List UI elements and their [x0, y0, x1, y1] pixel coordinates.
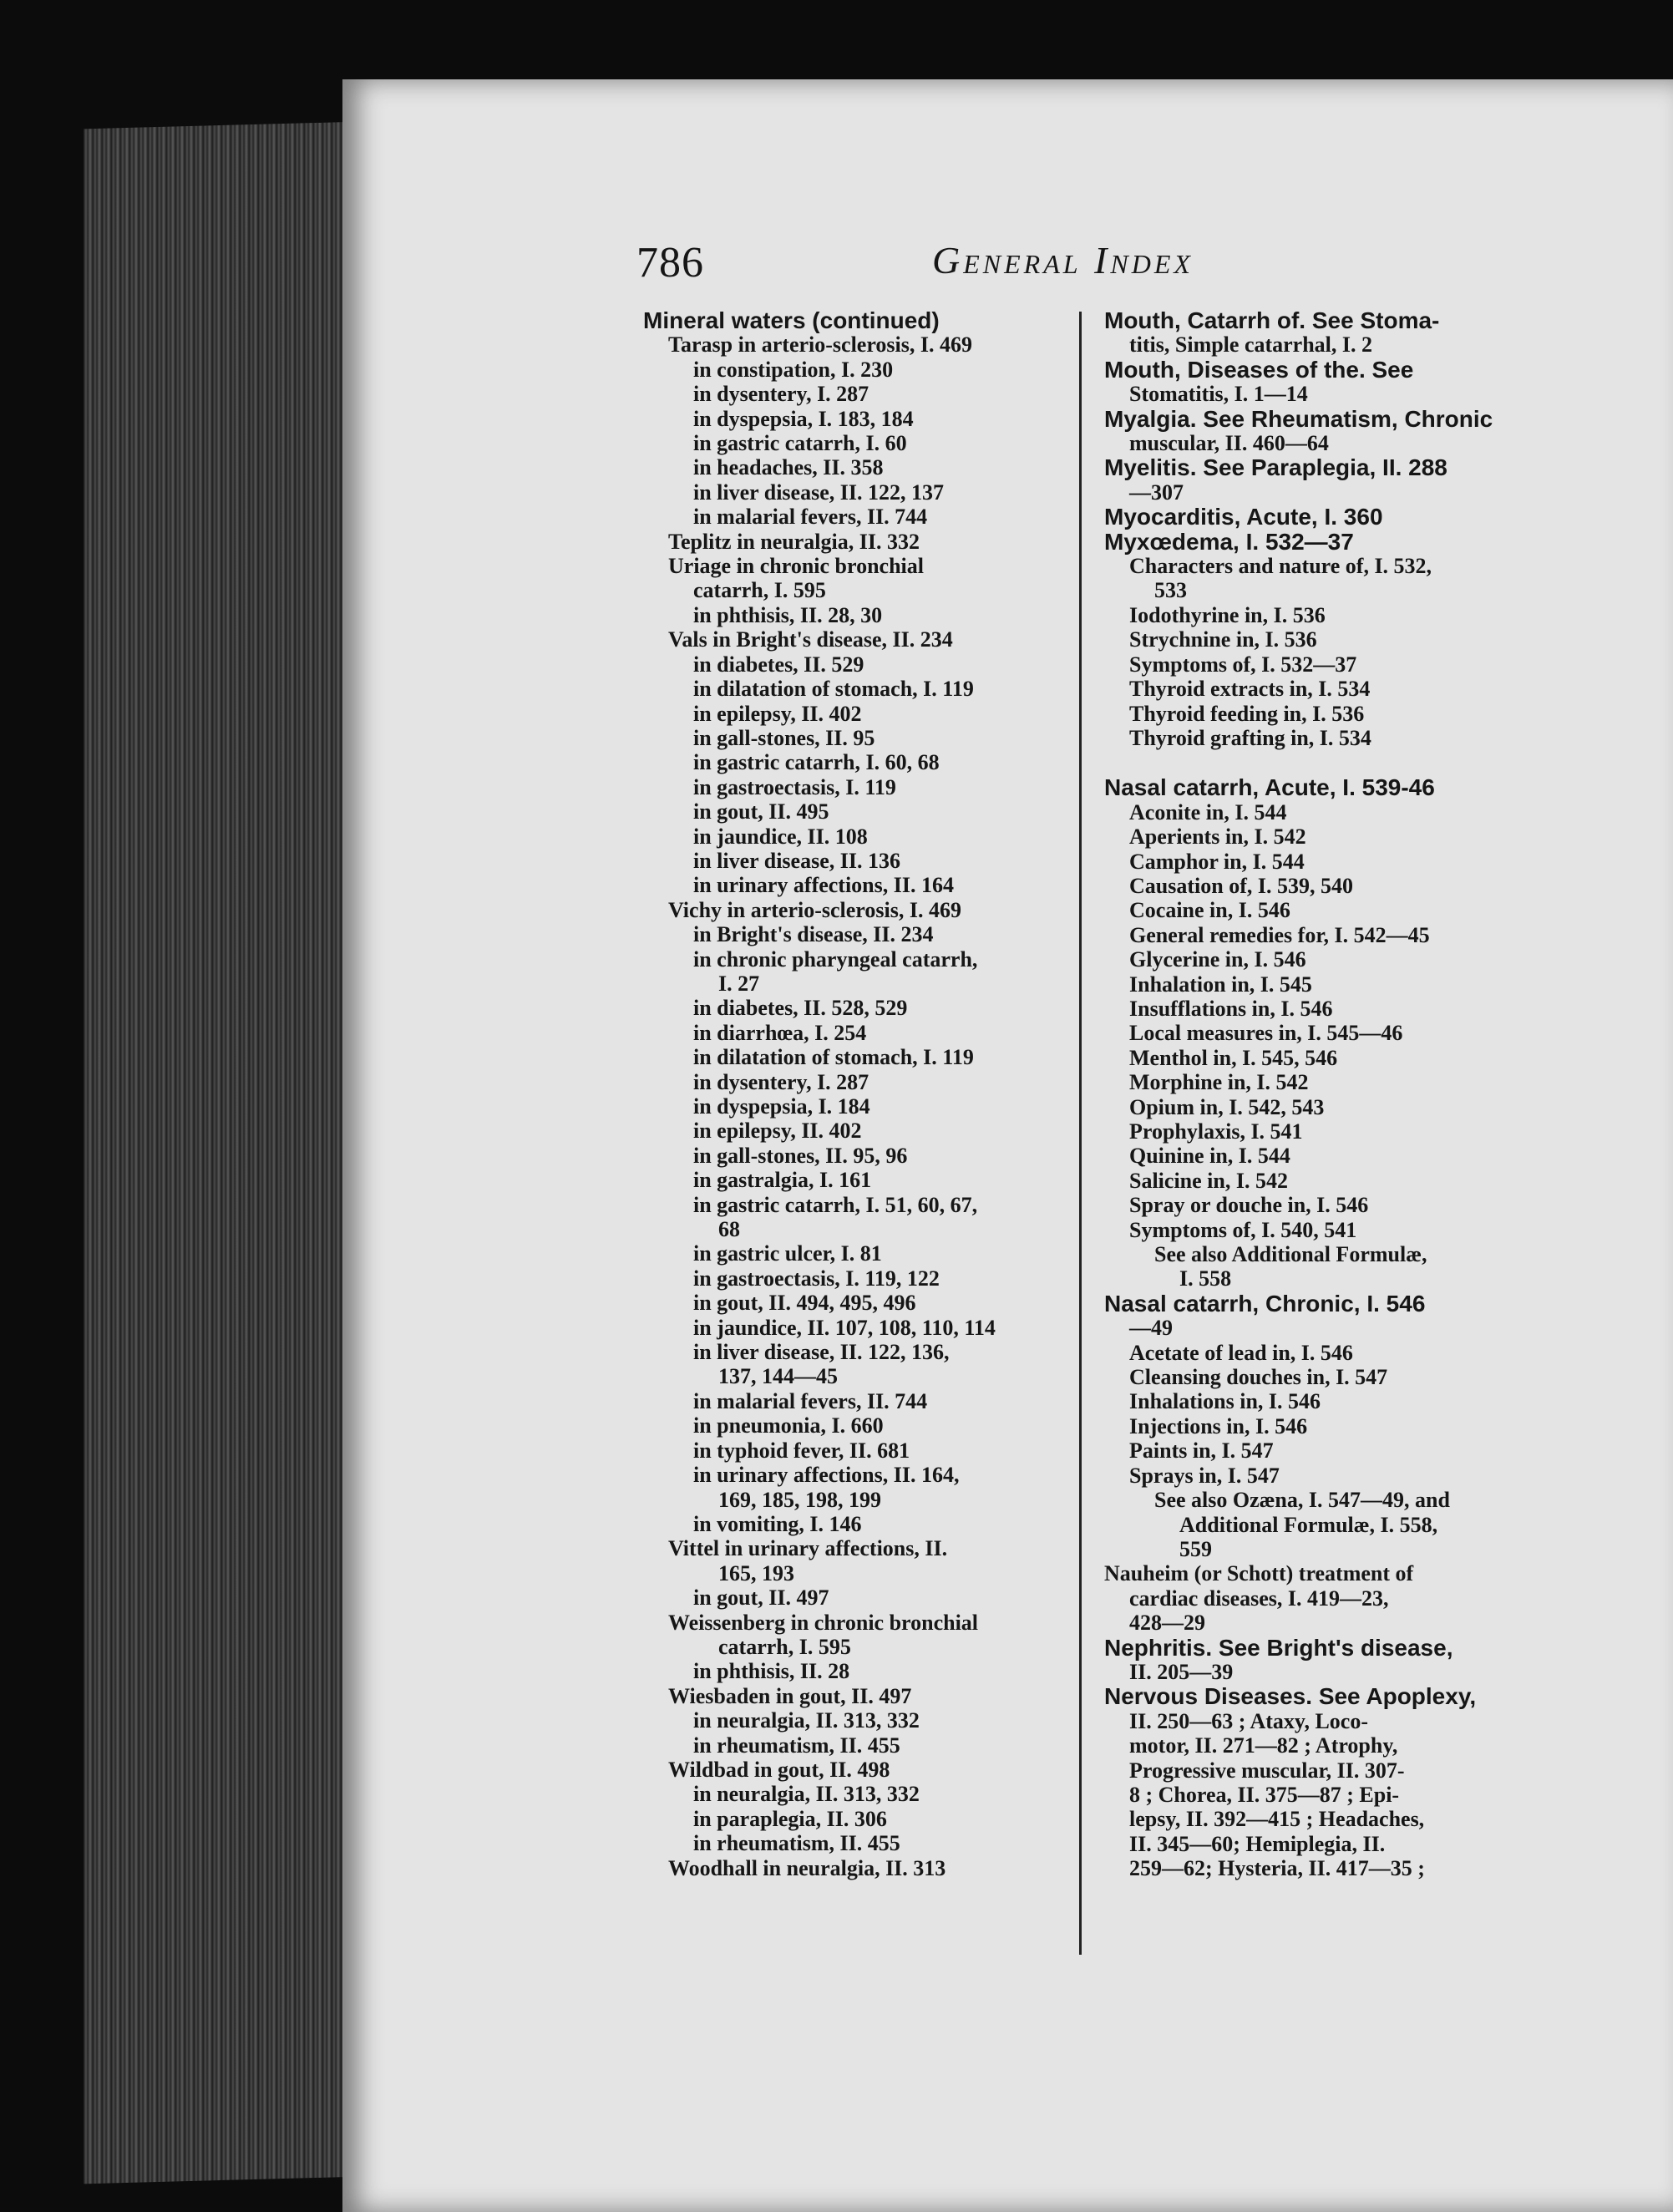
- index-heading: Mineral waters (continued): [643, 307, 940, 333]
- index-entry: in rheumatism, II. 455: [693, 1733, 900, 1758]
- index-entry: in dilatation of stomach, I. 119: [693, 677, 974, 702]
- index-entry: in phthisis, II. 28: [693, 1659, 850, 1684]
- index-entry: muscular, II. 460—64: [1129, 431, 1329, 456]
- index-entry: Thyroid extracts in, I. 534: [1129, 677, 1371, 702]
- index-entry: in gout, II. 495: [693, 799, 829, 824]
- index-entry: I. 27: [718, 971, 760, 996]
- index-entry: Woodhall in neuralgia, II. 313: [668, 1855, 946, 1880]
- index-entry: Insufflations in, I. 546: [1129, 996, 1333, 1021]
- index-entry: 68: [718, 1217, 740, 1242]
- index-entry: Paints in, I. 547: [1129, 1438, 1274, 1464]
- index-entry: Symptoms of, I. 532—37: [1129, 652, 1357, 677]
- index-entry: in Bright's disease, II. 234: [693, 922, 934, 947]
- index-entry: in gastric catarrh, I. 60: [693, 431, 907, 456]
- index-entry: Salicine in, I. 542: [1129, 1168, 1288, 1193]
- index-entry: in paraplegia, II. 306: [693, 1806, 887, 1831]
- index-entry: in rheumatism, II. 455: [693, 1831, 900, 1856]
- index-entry: Menthol in, I. 545, 546: [1129, 1045, 1338, 1070]
- index-entry: 165, 193: [718, 1560, 794, 1585]
- index-entry: Quinine in, I. 544: [1129, 1144, 1290, 1169]
- index-heading: Mouth, Catarrh of. See Stoma-: [1104, 307, 1440, 333]
- index-entry: in malarial fevers, II. 744: [693, 1388, 928, 1413]
- index-entry: 8 ; Chorea, II. 375—87 ; Epi-: [1129, 1782, 1400, 1807]
- index-entry: Vichy in arterio-sclerosis, I. 469: [668, 897, 961, 922]
- index-entry: in diabetes, II. 528, 529: [693, 996, 908, 1021]
- index-entry: in gout, II. 497: [693, 1585, 829, 1611]
- index-entry: Characters and nature of, I. 532,: [1129, 554, 1432, 579]
- index-entry: in gastric ulcer, I. 81: [693, 1241, 882, 1266]
- index-entry: in dysentery, I. 287: [693, 382, 869, 407]
- index-entry: Local measures in, I. 545—46: [1129, 1021, 1403, 1046]
- index-entry: Acetate of lead in, I. 546: [1129, 1340, 1353, 1365]
- index-entry: Symptoms of, I. 540, 541: [1129, 1217, 1357, 1242]
- index-entry: —307: [1129, 479, 1184, 505]
- index-heading: Myxœdema, I. 532—37: [1104, 528, 1354, 555]
- index-entry: Wiesbaden in gout, II. 497: [668, 1683, 912, 1708]
- index-entry: 137, 144—45: [718, 1364, 838, 1389]
- index-entry: in gastralgia, I. 161: [693, 1168, 872, 1193]
- index-entry: Tarasp in arterio-sclerosis, I. 469: [668, 332, 972, 358]
- index-entry: —49: [1129, 1316, 1173, 1341]
- index-page: [342, 79, 1673, 2212]
- index-entry: in malarial fevers, II. 744: [693, 505, 928, 530]
- index-entry: 259—62; Hysteria, II. 417—35 ;: [1129, 1856, 1425, 1881]
- index-entry: See also Ozæna, I. 547—49, and: [1154, 1488, 1450, 1513]
- index-entry: 428—29: [1129, 1611, 1205, 1636]
- index-entry: in diabetes, II. 529: [693, 652, 864, 677]
- index-entry: in gastroectasis, I. 119: [693, 774, 896, 799]
- index-heading: Nasal catarrh, Acute, I. 539-46: [1104, 774, 1435, 801]
- index-entry: Camphor in, I. 544: [1129, 849, 1305, 874]
- index-entry: in vomiting, I. 146: [693, 1511, 862, 1536]
- index-entry: Stomatitis, I. 1—14: [1129, 382, 1308, 407]
- index-entry: catarrh, I. 595: [718, 1634, 851, 1659]
- index-entry: in urinary affections, II. 164: [693, 873, 954, 898]
- index-entry: in gastroectasis, I. 119, 122: [693, 1266, 940, 1291]
- index-entry: in typhoid fever, II. 681: [693, 1438, 910, 1463]
- entry-gap: [1104, 750, 1673, 775]
- index-entry: II. 205—39: [1129, 1659, 1234, 1684]
- index-entry: Morphine in, I. 542: [1129, 1070, 1309, 1095]
- index-entry: General remedies for, I. 542—45: [1129, 922, 1430, 947]
- index-entry: in neuralgia, II. 313, 332: [693, 1708, 920, 1733]
- index-entry: Inhalations in, I. 546: [1129, 1389, 1321, 1414]
- index-entry: in liver disease, II. 122, 137: [693, 479, 944, 505]
- index-entry: Thyroid grafting in, I. 534: [1129, 725, 1371, 750]
- index-entry: in dyspepsia, I. 183, 184: [693, 406, 914, 431]
- index-entry: Additional Formulæ, I. 558,: [1179, 1512, 1438, 1537]
- index-entry: catarrh, I. 595: [693, 578, 826, 603]
- index-entry: in gastric catarrh, I. 51, 60, 67,: [693, 1192, 978, 1217]
- index-entry: Aperients in, I. 542: [1129, 824, 1306, 850]
- index-entry: lepsy, II. 392—415 ; Headaches,: [1129, 1807, 1425, 1832]
- index-entry: in phthisis, II. 28, 30: [693, 602, 883, 627]
- running-head: General Index: [932, 239, 1194, 282]
- index-entry: Uriage in chronic bronchial: [668, 554, 924, 579]
- index-entry: I. 558: [1179, 1266, 1232, 1291]
- index-entry: Prophylaxis, I. 541: [1129, 1119, 1303, 1144]
- index-entry: II. 250—63 ; Ataxy, Loco-: [1129, 1708, 1368, 1733]
- index-entry: Nauheim (or Schott) treatment of: [1104, 1561, 1414, 1586]
- column-divider: [1079, 312, 1082, 1955]
- index-entry: Sprays in, I. 547: [1129, 1463, 1280, 1488]
- index-entry: Spray or douche in, I. 546: [1129, 1193, 1369, 1218]
- index-entry: Iodothyrine in, I. 536: [1129, 602, 1326, 627]
- index-entry: 533: [1154, 578, 1187, 603]
- index-entry: in liver disease, II. 136: [693, 848, 900, 873]
- index-entry: Wildbad in gout, II. 498: [668, 1757, 890, 1782]
- index-entry: Teplitz in neuralgia, II. 332: [668, 529, 920, 554]
- index-entry: Causation of, I. 539, 540: [1129, 873, 1353, 898]
- index-entry: in gout, II. 494, 495, 496: [693, 1291, 916, 1316]
- index-entry: in jaundice, II. 108: [693, 824, 868, 849]
- index-entry: in gall-stones, II. 95: [693, 725, 875, 750]
- index-entry: in gall-stones, II. 95, 96: [693, 1143, 908, 1168]
- index-entry: in headaches, II. 358: [693, 455, 884, 480]
- index-entry: titis, Simple catarrhal, I. 2: [1129, 332, 1373, 358]
- index-entry: Vittel in urinary affections, II.: [668, 1536, 948, 1561]
- index-entry: in dilatation of stomach, I. 119: [693, 1045, 974, 1070]
- index-entry: Thyroid feeding in, I. 536: [1129, 701, 1365, 726]
- index-entry: II. 345—60; Hemiplegia, II.: [1129, 1831, 1386, 1856]
- index-entry: in gastric catarrh, I. 60, 68: [693, 750, 940, 775]
- index-entry: motor, II. 271—82 ; Atrophy,: [1129, 1733, 1398, 1758]
- index-entry: Weissenberg in chronic bronchial: [668, 1610, 979, 1635]
- index-entry: cardiac diseases, I. 419—23,: [1129, 1585, 1389, 1611]
- index-entry: in dyspepsia, I. 184: [693, 1094, 870, 1119]
- index-entry: See also Additional Formulæ,: [1154, 1242, 1427, 1267]
- index-entry: 169, 185, 198, 199: [718, 1487, 881, 1512]
- index-entry: in epilepsy, II. 402: [693, 1119, 862, 1144]
- index-entry: Cocaine in, I. 546: [1129, 898, 1290, 923]
- index-entry: 559: [1179, 1536, 1212, 1561]
- index-entry: Glycerine in, I. 546: [1129, 947, 1306, 972]
- index-entry: in urinary affections, II. 164,: [693, 1463, 960, 1488]
- index-entry: Vals in Bright's disease, II. 234: [668, 627, 953, 652]
- page-number: 786: [636, 239, 704, 287]
- index-entry: in dysentery, I. 287: [693, 1069, 869, 1094]
- index-entry: Injections in, I. 546: [1129, 1413, 1308, 1438]
- index-entry: Aconite in, I. 544: [1129, 799, 1287, 824]
- index-entry: in pneumonia, I. 660: [693, 1413, 884, 1438]
- index-heading: Myelitis. See Paraplegia, II. 288: [1104, 454, 1447, 481]
- index-entry: in constipation, I. 230: [693, 357, 894, 382]
- index-heading: Myocarditis, Acute, I. 360: [1104, 504, 1383, 530]
- index-entry: Opium in, I. 542, 543: [1129, 1094, 1325, 1119]
- index-entry: in diarrhœa, I. 254: [693, 1020, 867, 1045]
- index-entry: Progressive muscular, II. 307-: [1129, 1758, 1405, 1783]
- index-entry: in jaundice, II. 107, 108, 110, 114: [693, 1315, 996, 1340]
- index-entry: in chronic pharyngeal catarrh,: [693, 946, 978, 972]
- index-entry: Strychnine in, I. 536: [1129, 627, 1317, 652]
- index-entry: in neuralgia, II. 313, 332: [693, 1782, 920, 1807]
- index-entry: in liver disease, II. 122, 136,: [693, 1340, 950, 1365]
- book-page-edges: [84, 122, 359, 2184]
- right-column: [1104, 308, 1673, 1881]
- index-entry: in epilepsy, II. 402: [693, 701, 862, 726]
- index-heading: Nasal catarrh, Chronic, I. 546: [1104, 1290, 1426, 1317]
- index-heading: Mouth, Diseases of the. See: [1104, 356, 1414, 383]
- index-heading: Nervous Diseases. See Apoplexy,: [1104, 1683, 1477, 1710]
- index-heading: Myalgia. See Rheumatism, Chronic: [1104, 405, 1493, 432]
- index-entry: Cleansing douches in, I. 547: [1129, 1365, 1388, 1390]
- index-heading: Nephritis. See Bright's disease,: [1104, 1634, 1453, 1661]
- index-entry: Inhalation in, I. 545: [1129, 972, 1312, 997]
